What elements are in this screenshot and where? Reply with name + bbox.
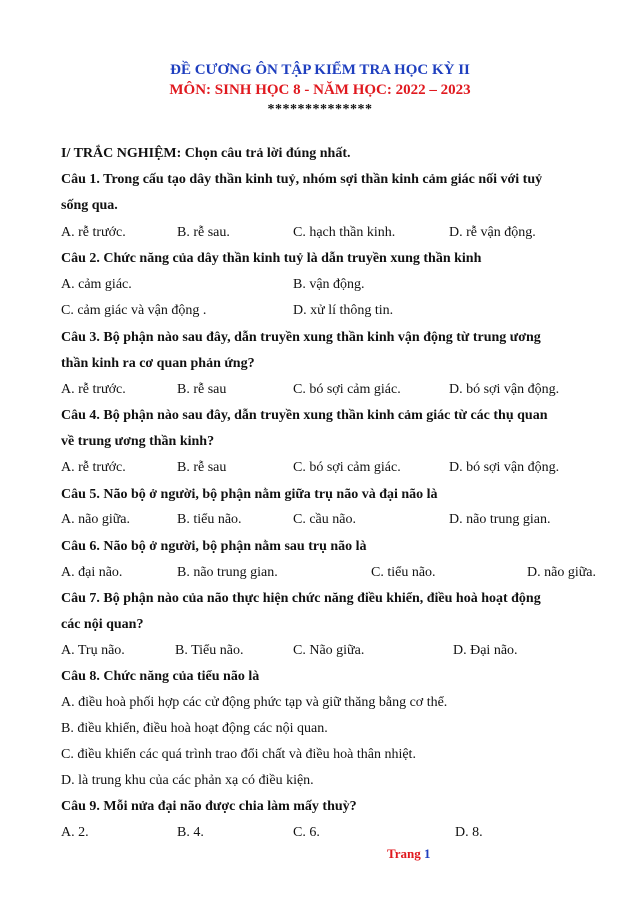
question-9-option-c: C. 6. xyxy=(293,825,320,840)
question-6-option-d: D. não giữa. xyxy=(527,565,597,580)
question-5-option-c: C. cầu não. xyxy=(293,512,356,527)
page-footer xyxy=(387,846,430,862)
question-6-option-a: A. đại não. xyxy=(61,565,123,580)
question-3-option-c: C. bó sợi cảm giác. xyxy=(293,382,401,397)
question-3-option-d: D. bó sợi vận động. xyxy=(449,382,560,397)
page-label: Trang xyxy=(387,846,421,861)
document-title: ĐỀ CƯƠNG ÔN TẬP KIỂM TRA HỌC KỲ II xyxy=(170,62,470,78)
question-1-option-c: C. hạch thần kinh. xyxy=(293,225,396,240)
question-1-option-a: A. rễ trước. xyxy=(61,225,126,240)
question-9-text: Câu 9. Mỗi nửa đại não được chia làm mấy thuỳ? xyxy=(61,799,357,814)
question-7-option-d: D. Đại não. xyxy=(453,643,518,658)
question-1-text: Câu 1. Trong cấu tạo dây thần kinh tuỷ, nhóm sợi thần kinh cảm giác nối với tuỷ xyxy=(61,172,543,187)
question-5-option-a: A. não giữa. xyxy=(61,512,131,527)
title-stars-divider: ************** xyxy=(267,102,373,117)
question-4-option-a: A. rễ trước. xyxy=(61,460,126,475)
page-number: 1 xyxy=(423,846,431,861)
question-7-text: Câu 7. Bộ phận nào của não thực hiện chức năng điều khiển, điều hoà hoạt động xyxy=(61,591,541,606)
question-4-text: Câu 4. Bộ phận nào sau đây, dẫn truyền xung thần kinh cảm giác từ các thụ quan xyxy=(61,408,548,423)
question-7-text-cont: các nội quan? xyxy=(61,617,144,632)
question-3-text: Câu 3. Bộ phận nào sau đây, dẫn truyền xung thần kinh vận động từ trung ương xyxy=(61,330,541,345)
question-1-option-b: B. rễ sau. xyxy=(177,225,230,240)
question-7-option-a: A. Trụ não. xyxy=(61,643,125,658)
question-8-text: Câu 8. Chức năng của tiểu não là xyxy=(61,669,260,684)
question-2-option-d: D. xử lí thông tin. xyxy=(293,303,394,318)
question-1-option-d: D. rễ vận động. xyxy=(449,225,536,240)
question-6-text: Câu 6. Não bộ ở người, bộ phận nằm sau trụ não là xyxy=(61,539,367,554)
question-4-option-d: D. bó sợi vận động. xyxy=(449,460,560,475)
question-8-option-c: C. điều khiển các quá trình trao đổi chất và điều hoà thân nhiệt. xyxy=(61,747,416,762)
question-6-option-b: B. não trung gian. xyxy=(177,565,278,580)
question-2-text: Câu 2. Chức năng của dây thần kinh tuỷ là dẫn truyền xung thần kinh xyxy=(61,251,482,266)
question-3-option-b: B. rễ sau xyxy=(177,382,227,397)
question-4-option-b: B. rễ sau xyxy=(177,460,227,475)
question-9-option-d: D. 8. xyxy=(455,825,483,840)
question-9-option-a: A. 2. xyxy=(61,825,89,840)
question-1-text-cont: sống qua. xyxy=(61,198,118,213)
question-4-text-cont: về trung ương thần kinh? xyxy=(61,434,215,449)
question-3-text-cont: thần kinh ra cơ quan phản ứng? xyxy=(61,356,255,371)
question-2-option-a: A. cảm giác. xyxy=(61,277,132,292)
document-subtitle: MÔN: SINH HỌC 8 - NĂM HỌC: 2022 – 2023 xyxy=(169,82,471,98)
question-5-option-d: D. não trung gian. xyxy=(449,512,551,527)
question-8-option-d: D. là trung khu của các phản xạ có điều kiện. xyxy=(61,773,314,788)
question-9-option-b: B. 4. xyxy=(177,825,204,840)
question-8-option-a: A. điều hoà phối hợp các cử động phức tạp và giữ thăng bằng cơ thể. xyxy=(61,695,448,710)
question-7-option-c: C. Não giữa. xyxy=(293,643,365,658)
question-6-option-c: C. tiểu não. xyxy=(371,565,436,580)
question-5-option-b: B. tiểu não. xyxy=(177,512,242,527)
question-7-option-b: B. Tiểu não. xyxy=(175,643,244,658)
question-2-option-b: B. vận động. xyxy=(293,277,365,292)
section-title: I/ TRẮC NGHIỆM: Chọn câu trả lời đúng nhất. xyxy=(61,146,351,161)
question-2-option-c: C. cảm giác và vận động . xyxy=(61,303,207,318)
question-4-option-c: C. bó sợi cảm giác. xyxy=(293,460,401,475)
question-8-option-b: B. điều khiển, điều hoà hoạt động các nội quan. xyxy=(61,721,328,736)
question-5-text: Câu 5. Não bộ ở người, bộ phận nằm giữa trụ não và đại não là xyxy=(61,487,438,502)
question-3-option-a: A. rễ trước. xyxy=(61,382,126,397)
